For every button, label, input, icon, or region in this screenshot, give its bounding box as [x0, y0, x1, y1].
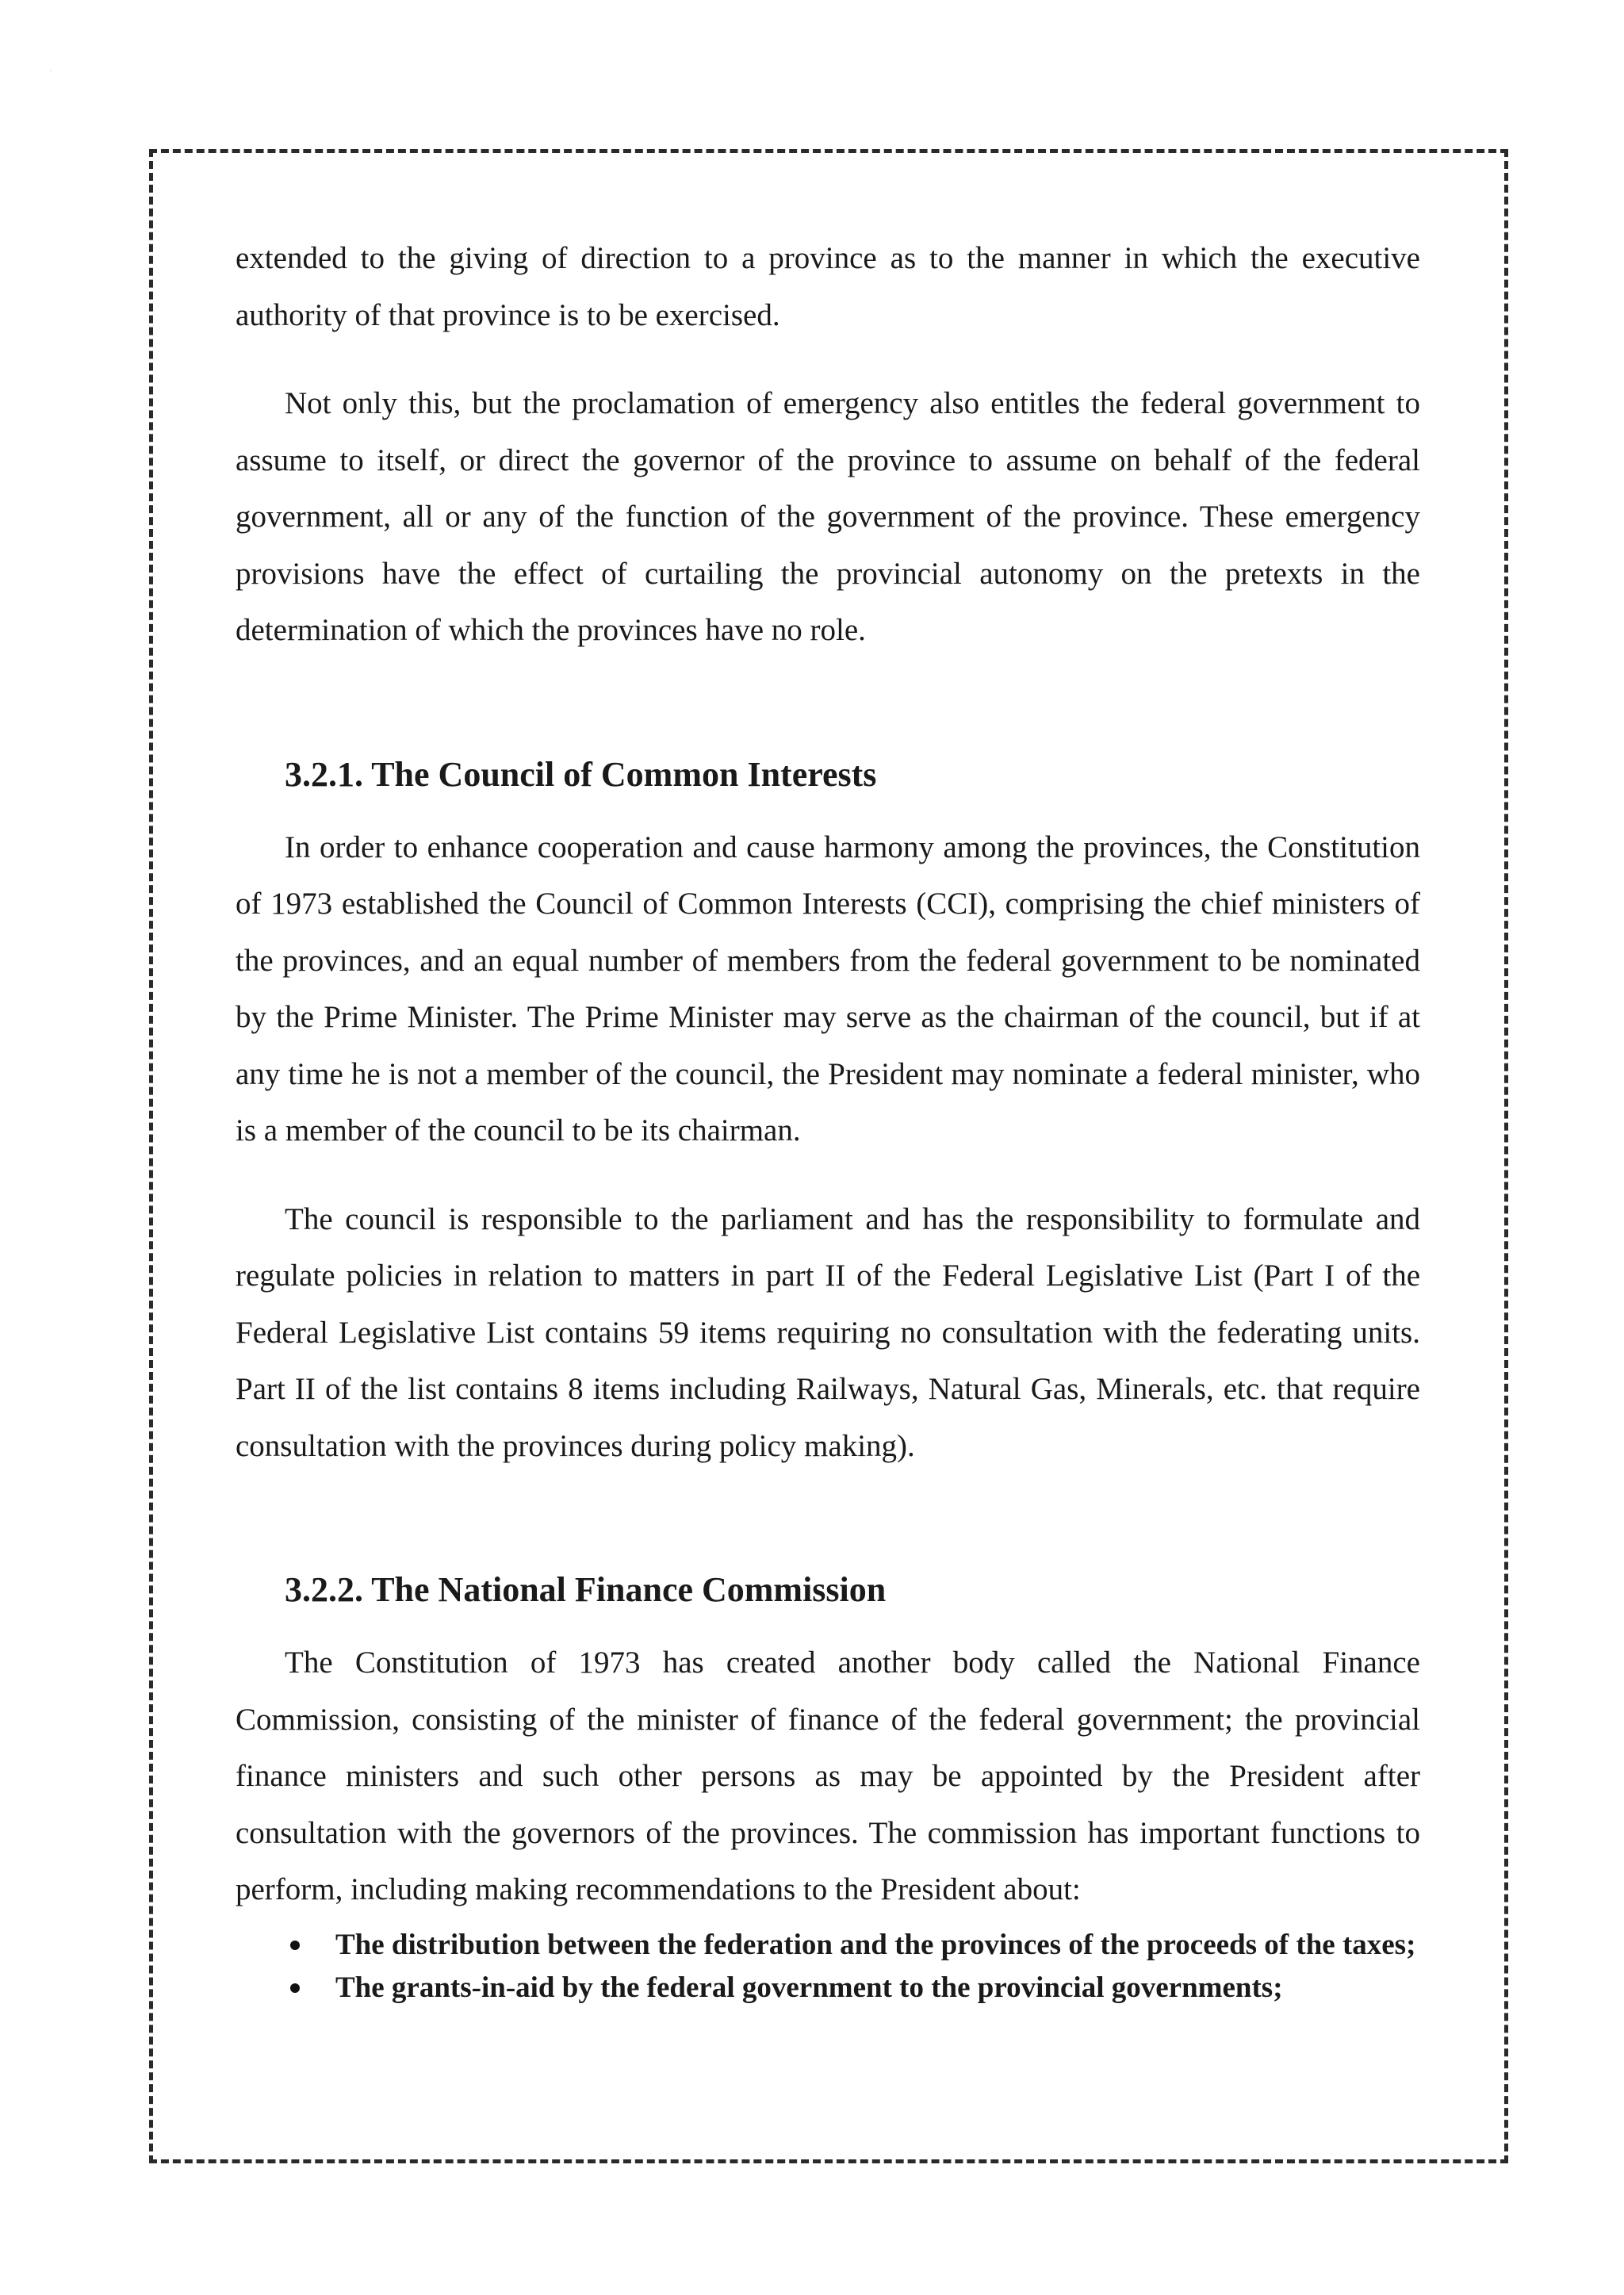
page-content — [236, 230, 1420, 2012]
list-item — [236, 1969, 1420, 2006]
heading-council-of-common-interests: 3.2.1. The Council of Common Interests — [285, 754, 877, 794]
heading-national-finance-commission: 3.2.2. The National Finance Commission — [285, 1570, 887, 1609]
paragraph-continuation: extended to the giving of direction to a province as to the manner in which the executive authority of that province is to be exercised. — [236, 241, 1420, 332]
list-item-text: The distribution between the federation and the provinces of the proceeds of the taxes; — [335, 1928, 1416, 1961]
list-item — [236, 1926, 1420, 1964]
bullet-icon — [290, 1983, 300, 1993]
list-item-text: The grants-in-aid by the federal government to the provincial governments; — [335, 1971, 1283, 2004]
paragraph-nfc-composition: The Constitution of 1973 has created another body called the National Finance Commission, consisting of the minister of finance of the federal government; the provincial finance ministers and such other persons as may be appointed by the President after consultation with the governors of the provinces. The commission has important functions to perform, including making recommendations to the President about: — [236, 1646, 1420, 1906]
paragraph-cci-composition: In order to enhance cooperation and cause harmony among the provinces, the Constitution of 1973 established the Council of Common Interests (CCI), comprising the chief ministers of the provinces, and an equal number of members from the federal government to be nominated by the Prime Minister. The Prime Minister may serve as the chairman of the council, but if at any time he is not a member of the council, the President may nominate a federal minister, who is a member of the council to be its chairman. — [236, 829, 1420, 1148]
nfc-recommendations-list — [236, 1926, 1420, 2006]
paragraph-emergency-provisions: Not only this, but the proclamation of emergency also entitles the federal government to assume to itself, or direct the governor of the province to assume on behalf of the federal government, all or any of the function of the government of the province. These emergency provisions have the effect of curtailing the provincial autonomy on the pretexts in the determination of which the provinces have no role. — [236, 386, 1420, 647]
scan-speck — [50, 70, 52, 71]
paragraph-cci-responsibility: The council is responsible to the parliament and has the responsibility to formulate and regulate policies in relation to matters in part II of the Federal Legislative List (Part I of the Federal Legislative List contains 59 items requiring no consultation with the federating units. Part II of the list contains 8 items including Railways, Natural Gas, Minerals, etc. that require consultation with the provinces during policy making). — [236, 1201, 1420, 1463]
bullet-icon — [290, 1941, 300, 1950]
